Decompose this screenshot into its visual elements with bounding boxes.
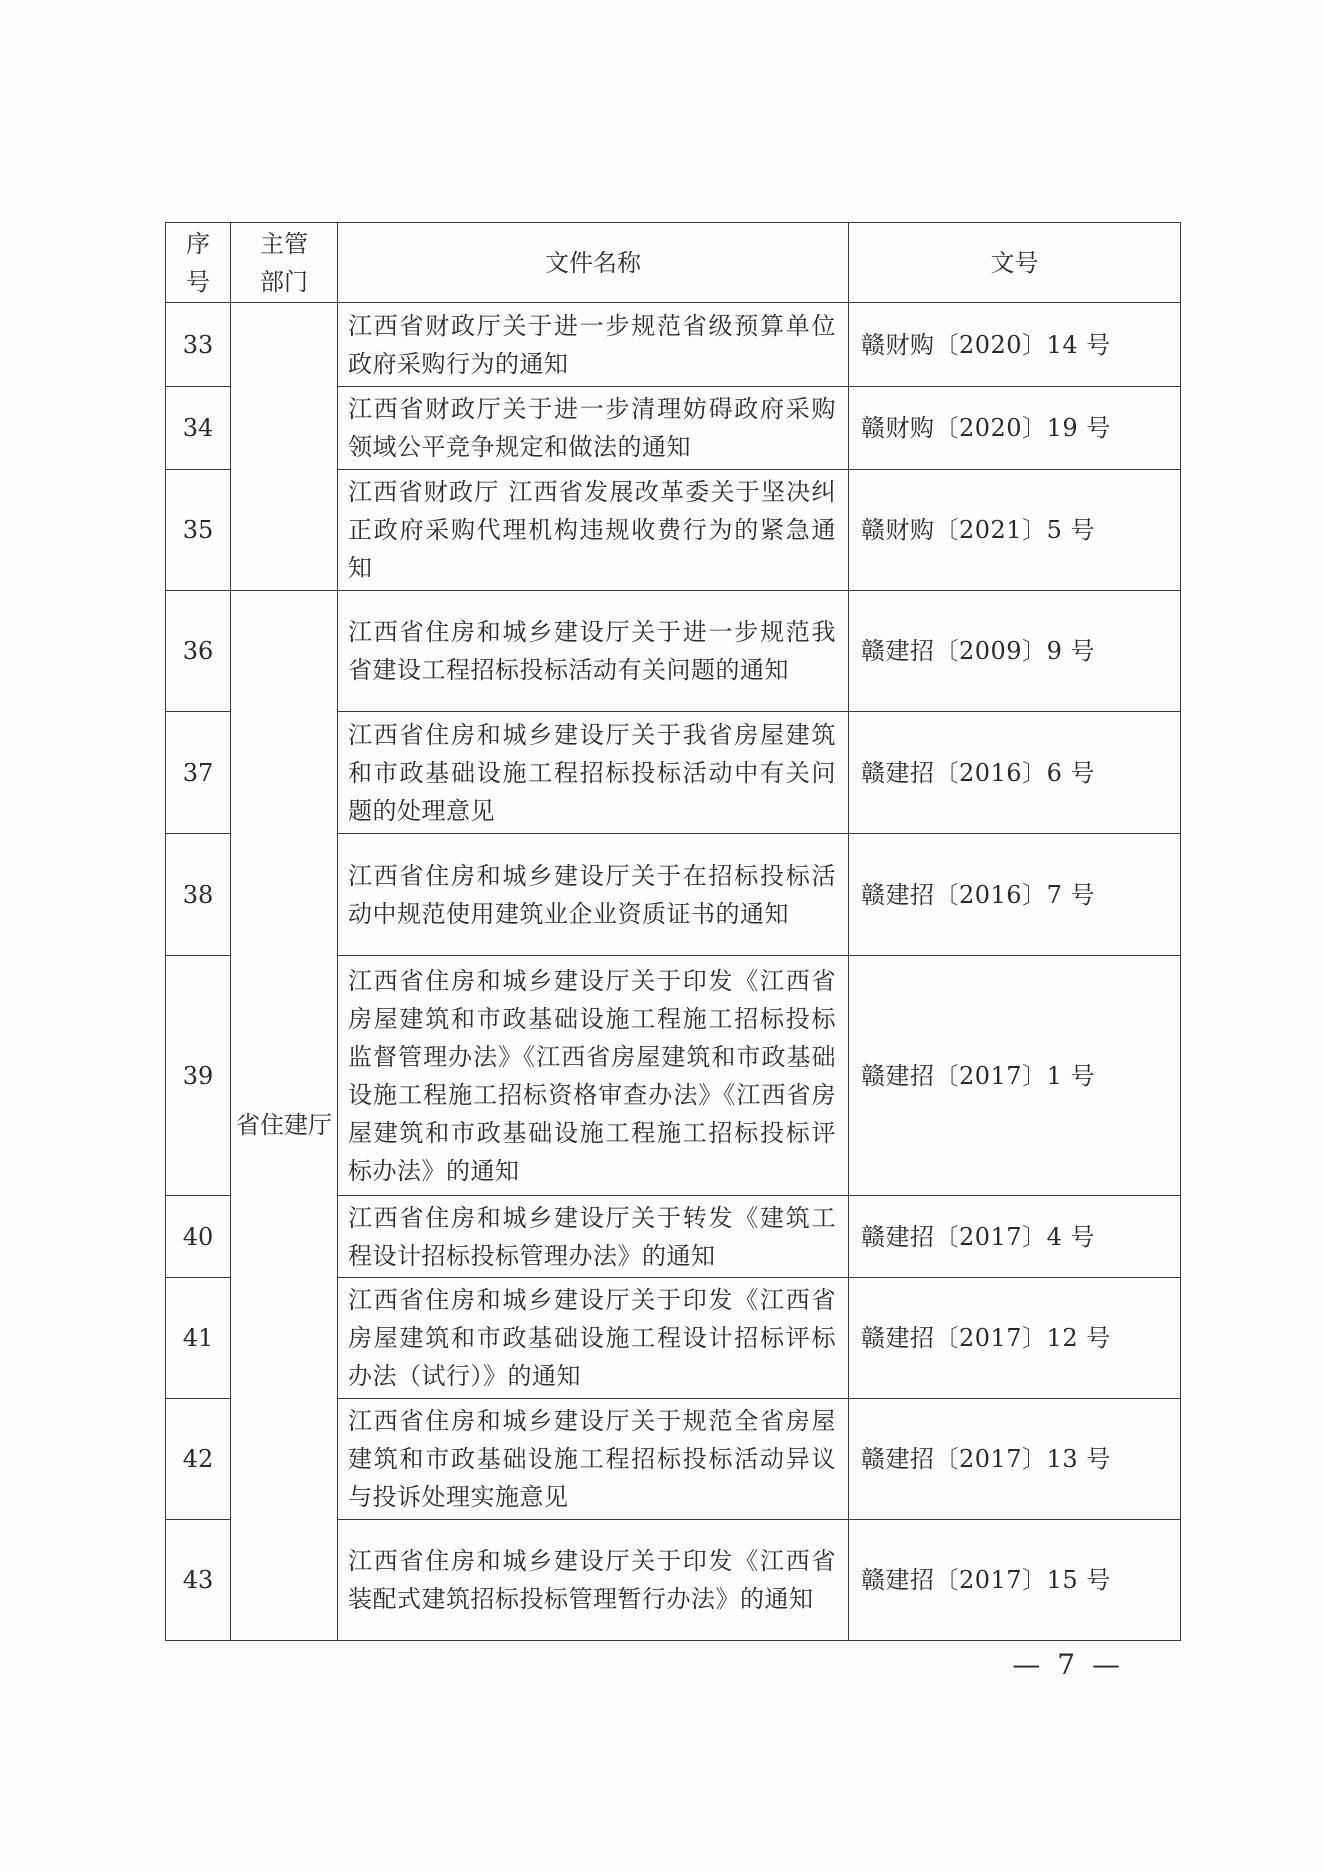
header-file-name: 文件名称 <box>338 223 849 303</box>
row-doc-number: 赣建招〔2016〕6 号 <box>849 712 1181 834</box>
header-department: 主管 部门 <box>231 223 338 303</box>
department-cell-empty <box>231 303 338 591</box>
row-file-name: 江西省财政厅 江西省发展改革委关于坚决纠正政府采购代理机构违规收费行为的紧急通知 <box>338 470 849 591</box>
row-doc-number: 赣建招〔2017〕13 号 <box>849 1399 1181 1520</box>
row-file-name: 江西省住房和城乡建设厅关于印发《江西省装配式建筑招标投标管理暂行办法》的通知 <box>338 1520 849 1641</box>
row-doc-number: 赣财购〔2020〕19 号 <box>849 387 1181 470</box>
row-file-name: 江西省住房和城乡建设厅关于在招标投标活动中规范使用建筑业企业资质证书的通知 <box>338 834 849 956</box>
row-seq: 42 <box>166 1399 231 1520</box>
row-file-name: 江西省住房和城乡建设厅关于印发《江西省房屋建筑和市政基础设施工程施工招标投标监督管理办法》《江西省房屋建筑和市政基础设施工程施工招标资格审查办法》《江西省房屋建筑和市政基础设施工程施工招标投标评标办法》的通知 <box>338 956 849 1196</box>
department-cell <box>231 591 338 1641</box>
header-doc-number: 文号 <box>849 223 1181 303</box>
table-header-row <box>166 223 1181 303</box>
table-row <box>166 303 1181 387</box>
row-file-name: 江西省住房和城乡建设厅关于转发《建筑工程设计招标投标管理办法》的通知 <box>338 1196 849 1278</box>
row-seq: 38 <box>166 834 231 956</box>
row-seq: 36 <box>166 591 231 712</box>
row-seq: 33 <box>166 303 231 387</box>
row-doc-number: 赣财购〔2020〕14 号 <box>849 303 1181 387</box>
row-doc-number: 赣建招〔2017〕4 号 <box>849 1196 1181 1278</box>
row-seq: 41 <box>166 1278 231 1399</box>
row-file-name: 江西省财政厅关于进一步规范省级预算单位政府采购行为的通知 <box>338 303 849 387</box>
page-number: — 7 — <box>1012 1648 1124 1681</box>
row-file-name: 江西省财政厅关于进一步清理妨碍政府采购领域公平竞争规定和做法的通知 <box>338 387 849 470</box>
row-file-name: 江西省住房和城乡建设厅关于我省房屋建筑和市政基础设施工程招标投标活动中有关问题的处理意见 <box>338 712 849 834</box>
department-label: 省住建厅 <box>236 1110 332 1139</box>
row-seq: 35 <box>166 470 231 591</box>
row-file-name: 江西省住房和城乡建设厅关于印发《江西省房屋建筑和市政基础设施工程设计招标评标办法（试行）》的通知 <box>338 1278 849 1399</box>
row-seq: 40 <box>166 1196 231 1278</box>
row-seq: 34 <box>166 387 231 470</box>
table-row <box>166 591 1181 712</box>
row-seq: 37 <box>166 712 231 834</box>
row-doc-number: 赣建招〔2017〕12 号 <box>849 1278 1181 1399</box>
row-doc-number: 赣建招〔2017〕1 号 <box>849 956 1181 1196</box>
row-doc-number: 赣建招〔2016〕7 号 <box>849 834 1181 956</box>
row-doc-number: 赣建招〔2009〕9 号 <box>849 591 1181 712</box>
row-doc-number: 赣建招〔2017〕15 号 <box>849 1520 1181 1641</box>
row-seq: 43 <box>166 1520 231 1641</box>
row-file-name: 江西省住房和城乡建设厅关于进一步规范我省建设工程招标投标活动有关问题的通知 <box>338 591 849 712</box>
header-seq: 序 号 <box>166 223 231 303</box>
document-list-table <box>165 222 1181 1641</box>
row-seq: 39 <box>166 956 231 1196</box>
row-file-name: 江西省住房和城乡建设厅关于规范全省房屋建筑和市政基础设施工程招标投标活动异议与投诉处理实施意见 <box>338 1399 849 1520</box>
row-doc-number: 赣财购〔2021〕5 号 <box>849 470 1181 591</box>
